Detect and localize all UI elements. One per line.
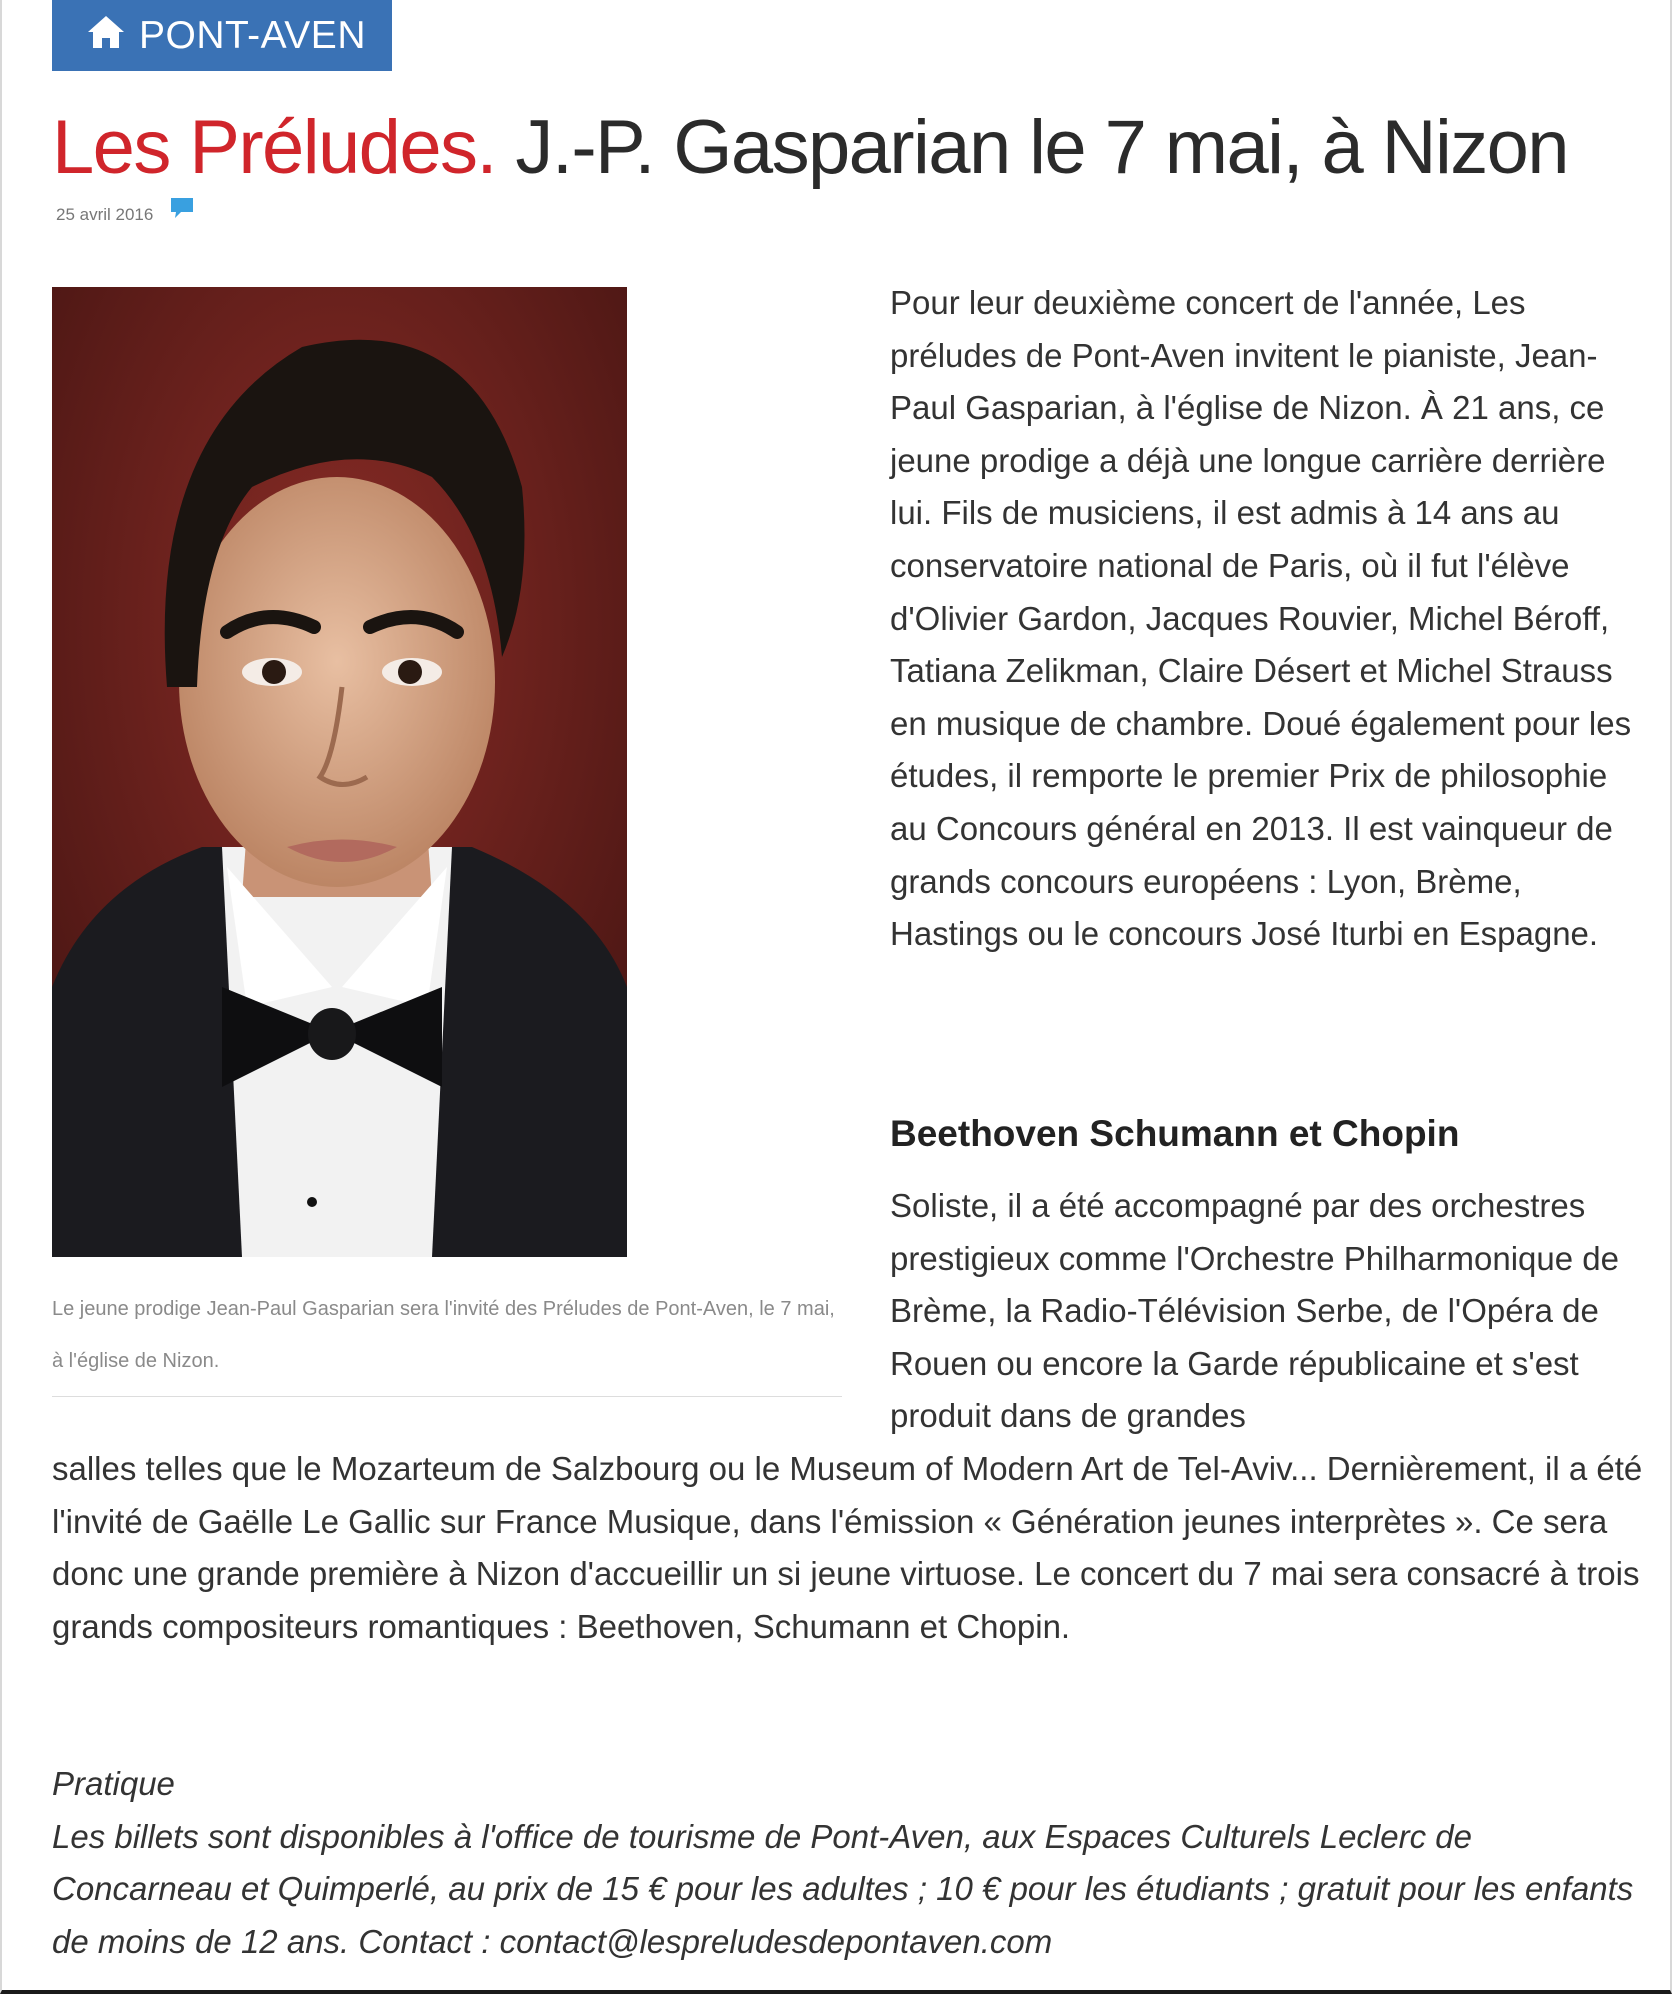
publish-date: 25 avril 2016 bbox=[56, 205, 154, 224]
headline-title: J.-P. Gasparian le 7 mai, à Nizon bbox=[495, 105, 1568, 190]
photo-caption: Le jeune prodige Jean-Paul Gasparian sera l'invité des Préludes de Pont-Aven, le 7 mai, à l'église de Nizon. bbox=[52, 1298, 835, 1372]
category-label: PONT-AVEN bbox=[139, 13, 366, 57]
article-paragraph-2-column: Soliste, il a été accompagné par des orchestres prestigieux comme l'Orchestre Philharmonique de Brème, la Radio-Télévision Serbe, de l'Opéra de Rouen ou encore la Garde républicaine et s'est produit dans de grandes bbox=[890, 1187, 1619, 1435]
home-icon bbox=[86, 14, 126, 50]
headline-kicker: Les Préludes. bbox=[52, 105, 496, 190]
article-paragraph-2-continued: salles telles que le Mozarteum de Salzbourg ou le Museum of Modern Art de Tel-Aviv... Dernièrement, il a été l'invité de Gaëlle Le Gallic sur France Musique, dans l'émission « Génération jeunes interprètes ». Ce sera donc une grande première à Nizon d'accueillir un si jeune virtuose. Le concert du 7 mai sera consacré à trois grands compositeurs romantiques : Beethoven, Schumann et Chopin. bbox=[52, 1450, 1643, 1645]
comment-icon[interactable] bbox=[169, 196, 195, 220]
article-headline bbox=[52, 98, 1568, 198]
practical-info bbox=[52, 1758, 1652, 1968]
pianist-photo bbox=[52, 287, 627, 1257]
category-tag[interactable] bbox=[52, 0, 392, 71]
practical-text: Les billets sont disponibles à l'office de tourisme de Pont-Aven, aux Espaces Culturels Leclerc de Concarneau et Quimperlé, au prix de 15 € pour les adultes ; 10 € pour les étudiants ; gratuit pour les enfants de moins de 12 ans. Contact : contact@lespreludesdepontaven.com bbox=[52, 1817, 1634, 1960]
practical-title: Pratique bbox=[52, 1765, 175, 1802]
caption-divider bbox=[52, 1396, 842, 1397]
article-paragraph-1: Pour leur deuxième concert de l'année, Les préludes de Pont-Aven invitent le pianiste, Jean-Paul Gasparian, à l'église de Nizon. À 21 ans, ce jeune prodige a déjà une longue carrière derrière lui. Fils de musiciens, il est admis à 14 ans au conservatoire national de Paris, où il fut l'élève d'Olivier Gardon, Jacques Rouvier, Michel Béroff, Tatiana Zelikman, Claire Désert et Michel Strauss en musique de chambre. Doué également pour les études, il remporte le premier Prix de philosophie au Concours général en 2013. Il est vainqueur de grands concours européens : Lyon, Brème, Hastings ou le concours José Iturbi en Espagne. bbox=[890, 284, 1632, 953]
article-subheading: Beethoven Schumann et Chopin bbox=[890, 1113, 1460, 1154]
article-meta bbox=[56, 205, 195, 225]
